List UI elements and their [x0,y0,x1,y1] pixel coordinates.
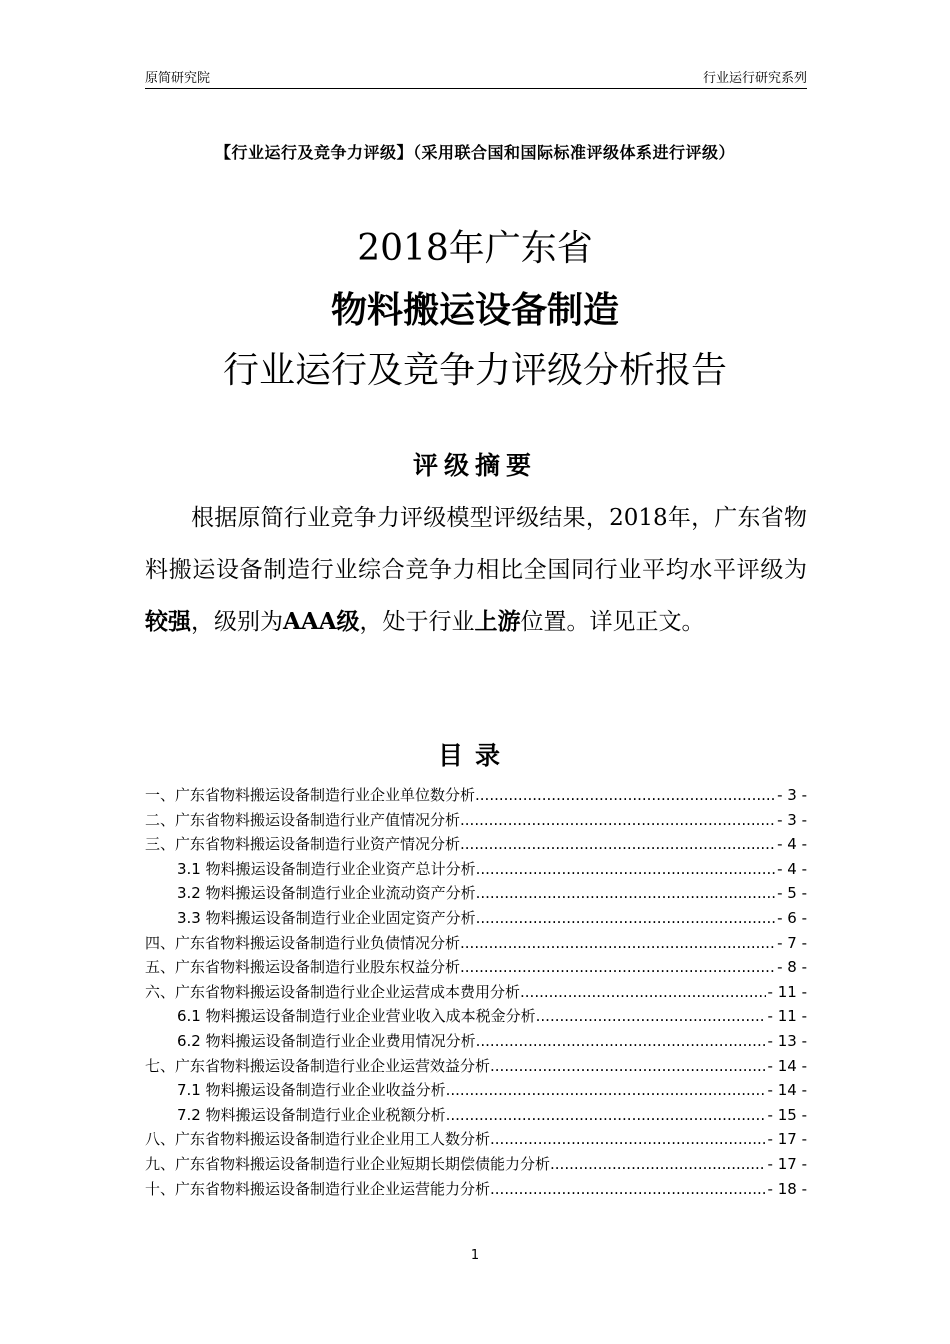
toc-entry[interactable] [145,1054,807,1079]
summary-position: 上游 [474,608,521,635]
toc-leader-dots [476,1029,766,1053]
toc-entry-label: 九、广东省物料搬运设备制造行业企业短期长期偿债能力分析 [145,1154,551,1173]
toc-leader-dots [490,1054,766,1078]
rating-tag: 【行业运行及竞争力评级】（采用联合国和国际标准评级体系进行评级） [214,143,735,162]
report-title-line-2: 物料搬运设备制造 [330,289,619,331]
summary-text-4: 位置。详见正文。 [520,609,705,635]
toc-entry[interactable] [145,1177,807,1202]
toc-entry-label: 3.3 物料搬运设备制造行业企业固定资产分析 [177,908,476,927]
toc-entry-page: - 7 - [777,933,807,952]
toc-entry-page: - 14 - [767,1081,807,1100]
toc-entry-label: 六、广东省物料搬运设备制造行业企业运营成本费用分析 [145,982,521,1001]
toc-entry-label: 三、广东省物料搬运设备制造行业资产情况分析 [145,835,461,854]
header-org-name: 原简研究院 [145,71,211,86]
toc-entry-page: - 15 - [767,1105,807,1124]
toc-entry-page: - 18 - [767,1179,807,1198]
header-series-name: 行业运行研究系列 [702,71,807,86]
toc-subentry[interactable] [145,1103,807,1128]
summary-text-1: 根据原简行业竞争力评级模型评级结果，2018年，广东省物料搬运设备制造行业综合竞争力相比全国同行业平均水平评级为 [145,505,807,583]
toc-heading: 目录 [437,741,512,770]
toc-leader-dots [550,1152,766,1176]
toc-entry-page: - 13 - [767,1031,807,1050]
toc-entry[interactable] [145,1152,807,1177]
summary-rating-level: AAA级 [283,608,360,635]
toc-leader-dots [460,832,775,856]
toc-subentry[interactable] [145,1029,807,1054]
toc-entry-label: 一、广东省物料搬运设备制造行业企业单位数分析 [145,786,476,804]
toc-entry-page: - 3 - [777,786,807,804]
toc-entry-label: 7.2 物料搬运设备制造行业企业税额分析 [177,1105,446,1124]
toc-entry[interactable] [145,980,807,1005]
toc-entry[interactable] [145,1127,807,1152]
toc-entry[interactable] [145,783,807,808]
summary-rating-strength: 较强 [145,608,191,635]
report-title-line-1: 2018年广东省 [357,228,593,269]
toc-entry-label: 3.2 物料搬运设备制造行业企业流动资产分析 [177,884,476,903]
toc-entry-label: 五、广东省物料搬运设备制造行业股东权益分析 [145,958,461,977]
toc-entry-label: 四、广东省物料搬运设备制造行业负债情况分析 [145,933,461,952]
table-of-contents [145,783,807,1201]
page-header [145,64,807,89]
toc-leader-dots [446,1078,766,1102]
toc-entry[interactable] [145,955,807,980]
toc-entry-label: 3.1 物料搬运设备制造行业企业资产总计分析 [177,859,476,878]
toc-leader-dots [476,906,775,930]
toc-leader-dots [536,1004,766,1028]
toc-entry-page: - 14 - [767,1056,807,1075]
toc-subentry[interactable] [145,857,807,882]
summary-text-2: ，级别为 [191,609,283,635]
toc-leader-dots [520,980,766,1004]
toc-entry-page: - 3 - [777,810,807,829]
toc-leader-dots [460,931,775,955]
summary-heading: 评级摘要 [412,451,537,480]
toc-subentry[interactable] [145,906,807,931]
toc-entry-page: - 8 - [777,958,807,977]
toc-entry-page: - 6 - [777,908,807,927]
toc-entry-page: - 17 - [767,1154,807,1173]
toc-leader-dots [490,1177,766,1201]
toc-entry-page: - 11 - [767,1007,807,1026]
toc-leader-dots [476,857,775,881]
toc-entry-label: 6.1 物料搬运设备制造行业企业营业收入成本税金分析 [177,1007,536,1026]
toc-subentry[interactable] [145,1078,807,1103]
toc-entry-page: - 4 - [777,859,807,878]
toc-entry[interactable] [145,931,807,956]
toc-leader-dots [460,955,775,979]
toc-leader-dots [460,808,775,832]
toc-leader-dots [490,1127,766,1151]
summary-body [145,492,807,648]
toc-entry[interactable] [145,808,807,833]
page-number: 1 [470,1248,480,1263]
toc-entry-page: - 11 - [767,982,807,1001]
report-title-line-3: 行业运行及竞争力评级分析报告 [222,350,727,391]
toc-subentry[interactable] [145,881,807,906]
toc-entry-page: - 5 - [777,884,807,903]
toc-entry[interactable] [145,832,807,857]
toc-entry-label: 八、广东省物料搬运设备制造行业企业用工人数分析 [145,1130,491,1149]
toc-entry-label: 7.1 物料搬运设备制造行业企业收益分析 [177,1081,446,1100]
toc-leader-dots [446,1103,766,1127]
toc-entry-label: 七、广东省物料搬运设备制造行业企业运营效益分析 [145,1056,491,1075]
toc-subentry[interactable] [145,1004,807,1029]
toc-entry-page: - 4 - [777,835,807,854]
toc-entry-label: 十、广东省物料搬运设备制造行业企业运营能力分析 [145,1179,491,1198]
toc-entry-page: - 17 - [767,1130,807,1149]
summary-text-3: ，处于行业 [359,609,475,635]
toc-leader-dots [475,783,775,807]
toc-entry-label: 二、广东省物料搬运设备制造行业产值情况分析 [145,810,461,829]
toc-entry-label: 6.2 物料搬运设备制造行业企业费用情况分析 [177,1031,476,1050]
toc-leader-dots [476,881,775,905]
